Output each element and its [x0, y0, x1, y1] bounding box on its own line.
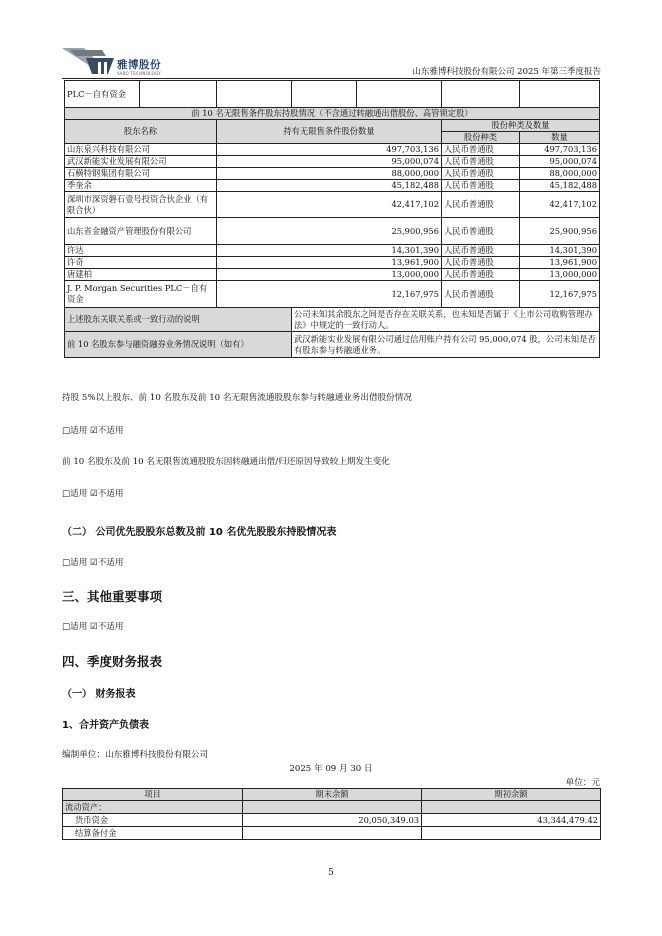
logo-wordmark: 雅博股份: [117, 59, 161, 71]
shareholder-name: 石横特钢集团有限公司: [65, 168, 217, 180]
shareholder-name: PLC－自有资金: [65, 81, 140, 108]
header-divider: [62, 78, 600, 79]
applicable-option: □适用 ☑不适用: [62, 558, 124, 568]
shareholder-qty: 25,900,956: [217, 218, 442, 245]
end-value: 20,050,349.03: [243, 814, 422, 827]
report-title: 山东雅博科技股份有限公司 2025 年第三季度报告: [412, 67, 601, 77]
shareholder-name: J. P. Morgan Securities PLC－自有资金: [65, 281, 217, 308]
margin-label: 前 10 名股东参与融资融券业务情况说明（如有）: [65, 332, 292, 358]
share-type: 人民币普通股: [442, 144, 520, 156]
share-type: 人民币普通股: [442, 269, 520, 281]
table-row: [65, 308, 600, 332]
share-count: 25,900,956: [520, 218, 600, 245]
table-row: [65, 156, 600, 168]
share-count: 42,417,102: [520, 192, 600, 218]
share-type: 人民币普通股: [442, 257, 520, 269]
shareholder-qty: 88,000,000: [217, 168, 442, 180]
table-row: [65, 245, 600, 257]
table-row: [63, 801, 601, 814]
shareholder-qty: 95,000,074: [217, 156, 442, 168]
shareholder-qty: 13,961,900: [217, 257, 442, 269]
section-heading: （二） 公司优先股股东总数及前 10 名优先股股东持股情况表: [62, 527, 337, 538]
share-type: 人民币普通股: [442, 192, 520, 218]
shareholder-name: 武汉新能实业发展有限公司: [65, 156, 217, 168]
share-count: 13,000,000: [520, 269, 600, 281]
table-row: [63, 814, 601, 827]
col-header-name: 股东名称: [65, 120, 217, 144]
applicable-option: □适用 ☑不适用: [62, 622, 124, 632]
section-title-row: [65, 108, 600, 120]
share-count: 12,167,975: [520, 281, 600, 308]
col-header-item: 项目: [63, 789, 243, 801]
table-row: [65, 257, 600, 269]
begin-value: 43,344,479.42: [422, 814, 601, 827]
item-name: 结算备付金: [63, 827, 243, 840]
col-header-begin: 期初余额: [422, 789, 601, 801]
margin-text: 武汉新能实业发展有限公司通过信用账户持有公司 95,000,074 股，公司未知是否有股东参与转融通业务。: [292, 332, 600, 358]
paragraph: 持股 5%以上股东、前 10 名股东及前 10 名无限售流通股股东参与转融通业务出借股份情况: [62, 393, 412, 403]
shareholder-name: 山东泉兴科技有限公司: [65, 144, 217, 156]
shareholder-qty: 14,301,390: [217, 245, 442, 257]
section-heading: 四、季度财务报表: [62, 654, 163, 669]
applicable-option: □适用 ☑不适用: [62, 489, 124, 499]
share-type: 人民币普通股: [442, 281, 520, 308]
balance-sheet-table: [62, 788, 601, 840]
col-header-end: 期末余额: [243, 789, 422, 801]
shareholder-table: [64, 80, 600, 358]
shareholder-qty: 497,703,136: [217, 144, 442, 156]
relation-label: 上述股东关联关系或一致行动的说明: [65, 308, 292, 332]
table-row: [63, 827, 601, 840]
share-count: 95,000,074: [520, 156, 600, 168]
compiler-label: 编制单位：山东雅博科技股份有限公司: [62, 750, 209, 760]
table-row: [65, 332, 600, 358]
table-row: [65, 81, 600, 108]
page-number: 5: [328, 868, 334, 878]
unit-label: 单位：元: [565, 778, 600, 788]
logo-subtitle: YABO TECHNOLOGY: [117, 71, 161, 76]
table-row: [65, 281, 600, 308]
shareholder-qty: 13,000,000: [217, 269, 442, 281]
report-date: 2025 年 09 月 30 日: [289, 764, 373, 774]
share-type: 人民币普通股: [442, 180, 520, 192]
share-type: 人民币普通股: [442, 156, 520, 168]
applicable-option: □适用 ☑不适用: [62, 426, 124, 436]
item-name: 流动资产：: [63, 801, 243, 814]
table-row: [65, 144, 600, 156]
col-header-type-group: 股份种类及数量: [442, 120, 600, 132]
col-header-count: 数量: [520, 132, 600, 144]
table-row: [65, 180, 600, 192]
share-count: 497,703,136: [520, 144, 600, 156]
share-count: 13,961,900: [520, 257, 600, 269]
shareholder-name: 唐建柏: [65, 269, 217, 281]
section-title: 前 10 名无限售条件股东持股情况（不含通过转融通出借股份、高管锁定股）: [65, 108, 600, 120]
table-row: [65, 192, 600, 218]
shareholder-qty: 12,167,975: [217, 281, 442, 308]
relation-text: 公司未知其余股东之间是否存在关联关系，也未知是否属于《上市公司收购管理办法》中规定的一致行动人。: [292, 308, 600, 332]
share-count: 14,301,390: [520, 245, 600, 257]
section-heading: 三、其他重要事项: [62, 589, 163, 604]
shareholder-name: 山东省金融资产管理股份有限公司: [65, 218, 217, 245]
shareholder-name: 季奎余: [65, 180, 217, 192]
paragraph: 前 10 名股东及前 10 名无限售流通股股东因转融通出借/归还原因导致较上期发生变化: [62, 457, 390, 467]
share-type: 人民币普通股: [442, 218, 520, 245]
shareholder-qty: 42,417,102: [217, 192, 442, 218]
item-name: 货币资金: [63, 814, 243, 827]
shareholder-name: 许奇: [65, 257, 217, 269]
col-header-qty: 持有无限售条件股份数量: [217, 120, 442, 144]
table-row: [65, 168, 600, 180]
shareholder-qty: 45,182,488: [217, 180, 442, 192]
section-heading: 1、合并资产负债表: [62, 720, 149, 731]
header-row: [65, 120, 600, 132]
section-heading: （一） 财务报表: [62, 689, 136, 700]
table-row: [65, 218, 600, 245]
header-row: [63, 789, 601, 801]
table-row: [65, 269, 600, 281]
shareholder-name: 深圳市深资磐石壹号投资合伙企业（有限合伙）: [65, 192, 217, 218]
share-type: 人民币普通股: [442, 168, 520, 180]
col-header-type: 股份种类: [442, 132, 520, 144]
share-count: 88,000,000: [520, 168, 600, 180]
share-type: 人民币普通股: [442, 245, 520, 257]
shareholder-name: 许达: [65, 245, 217, 257]
share-count: 45,182,488: [520, 180, 600, 192]
